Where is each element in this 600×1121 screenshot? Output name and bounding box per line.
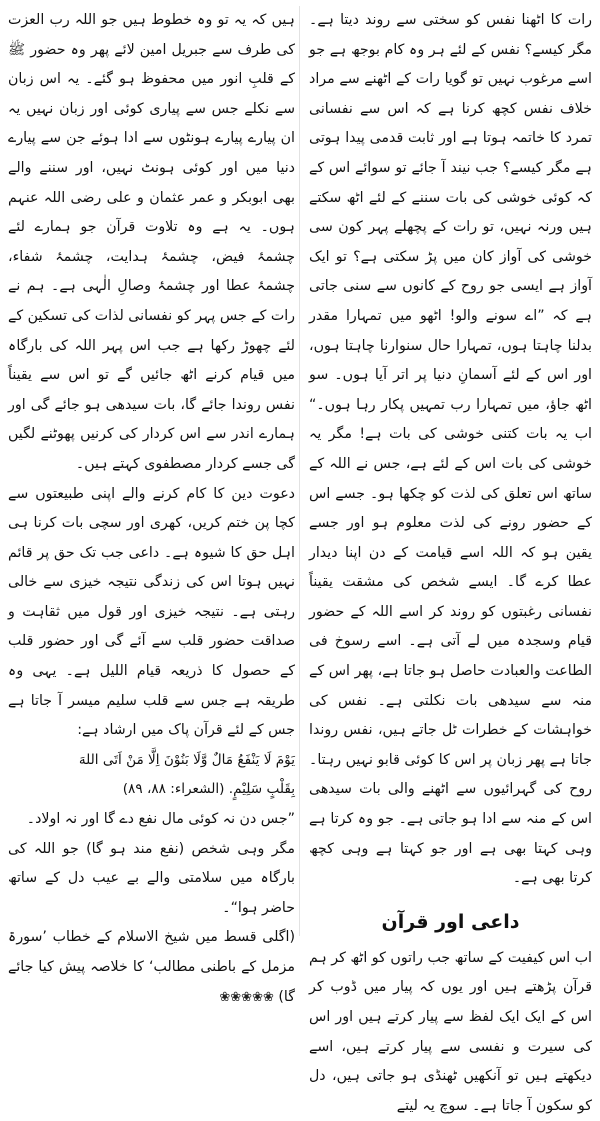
right-paragraph-1: رات کا اٹھنا نفس کو سختی سے روند دیتا ہے۔ مگر کیسے؟ نفس کے لئے ہر وہ کام بوجھ ہے جو اسے مرغوب نہیں تو گویا رات کے اٹھنے سے مراد خلاف نفس کچھ کرنا ہے کہ اس سے نفسانی تمرد کا خاتمہ ہوتا ہے اور ثابت قدمی پیدا ہوتی ہے مگر کیسے؟ جب نیند آ جائے تو سوائے اس کے کہ کوئی خوشی کی بات سننے کے لئے اٹھ سکتے ہیں ورنہ نہیں، تو رات کے پچھلے پہر کون سی خوشی کی آواز کان میں پڑ سکتی ہے؟ تو ایک آواز ہے ایسی جو روح کے کانوں سے سنی جاتی ہے کہ ”اے سونے والو! اٹھو میں تمہارا مقدر بدلنا چاہتا ہوں، تمہارا حال سنوارنا چاہتا ہوں، اور اس کے لئے آسمانِ دنیا پر اتر آیا ہوں۔ سو اٹھ جاؤ، میں تمہارا رب تمہیں پکار رہا ہوں۔“ اب یہ بات کتنی خوشی کی بات ہے! مگر یہ خوشی کی بات اس کے لئے ہے، جس نے اللہ کے ساتھ اس تعلق کی لذت کو چکھا ہو۔ جسے اس کے حضور رونے کی لذت معلوم ہو اور جسے یقین ہو کہ اللہ اسے قیامت کے دن اپنا دیدار عطا کرے گا۔ ایسے شخص کی مشقت یقیناً نفسانی رغبتوں کو روند کر اسے اللہ کے حضور قیام وسجدہ میں لے آتی ہے۔ اسے رسوخ فی الطاعت والعبادت حاصل ہو جاتا ہے، پھر اس کے منہ سے سیدھی بات نکلتی ہے۔ نفس کی خواہشات کے خطرات ٹل جاتے ہیں، نفس روندا جاتا ہے پھر زبان پر اس کا کوئی قابو نہیں رہتا۔ روح کی گہرائیوں سے اٹھنے والی بات سیدھی اس کے منہ سے ادا ہو جاتی ہے۔ جو وہ کرتا ہے وہی کہتا بھی ہے اور جو کہتا ہے وہی کچھ کرتا بھی ہے۔ xyxy=(309,12,592,887)
translation-line-2: مگر وہی شخص (نفع مند ہو گا) جو اللہ کی بارگاہ میں سلامتی والے بے عیب دل کے ساتھ حاضر ہوا“۔ xyxy=(8,840,295,916)
verse-reference: (الشعراء: ۸۸، ۸۹) xyxy=(122,781,225,798)
next-episode-text: (اگلی قسط میں شیخ الاسلام کے خطاب ’سورۃ مزمل کے باطنی مطالب‘ کا خلاصہ پیش کیا جائے گا) xyxy=(8,929,295,1005)
quran-verse-text: بِقَلْبٍ سَلِيْمٍ. xyxy=(228,781,295,798)
translation-line-1: ”جس دن نہ کوئی مال نفع دے گا اور نہ اولاد۔ xyxy=(26,811,295,828)
next-episode-note xyxy=(8,923,295,1012)
section-heading: داعی اور قرآن xyxy=(381,910,520,933)
quran-verse-line-2 xyxy=(8,775,295,805)
flower-ornament-icon: ❀❀❀❀❀ xyxy=(219,989,274,1005)
left-column xyxy=(8,6,295,1012)
quran-verse-line-1: يَوْمَ لَا يَنْفَعُ مَالٌ وَّلَا بَنُوْنَ اِلَّا مَنْ اَتَى اللهَ xyxy=(78,751,295,768)
right-paragraph-2: اب اس کیفیت کے ساتھ جب راتوں کو اٹھ کر ہم قرآن پڑھتے ہیں اور یوں کہ پیار میں ڈوب کر اس کے ایک ایک لفظ سے پیار کرتے ہیں اور اس کی سیرت و نفسی سے پیار کرتے ہیں، اسے دیکھتے ہیں تو آنکھیں ٹھنڈی ہو جاتی ہیں، دل کو سکون آ جاتا ہے۔ سوچ یہ لیتے xyxy=(309,949,592,1114)
column-divider xyxy=(299,6,300,936)
left-paragraph-1: ہیں کہ یہ تو وہ خطوط ہیں جو اللہ رب العزت کی طرف سے جبریل امین لائے پھر وہ حضور ﷺ کے قلبِ انور میں محفوظ ہو گئے۔ یہ اس زبان سے نکلے جس سے پیاری کوئی اور زبان نہیں یہ ان پیارے پیارے ہونٹوں سے ادا ہوئے جن سے پیارے دنیا میں اور کوئی ہونٹ نہیں، اور سننے والے بھی ابوبکر و عمر عثمان و علی رضی اللہ عنہم ہوں۔ یہ ہے وہ تلاوت قرآن جو ہمارے لئے چشمۂ فیض، چشمۂ ہدایت، چشمۂ شفاء، چشمۂ عطا اور چشمۂ وصالِ الٰہی ہے۔ ہم نے رات کے جس پہر کو نفسانی لذات کی تسکین کے لئے چھوڑ رکھا ہے جب اس پہر اللہ کی بارگاہ میں قیام کرنے اٹھ جائیں گے تو اس سے یقیناً نفس روندا جائے گا، بات سیدھی ہو جائے گی اور ہمارے اندر سے اس کردار کی کرنیں پھوٹنے لگیں گی جسے کردار مصطفوی کہتے ہیں۔ xyxy=(8,12,295,472)
left-paragraph-2: دعوت دین کا کام کرنے والے اپنی طبیعتوں سے کچا پن ختم کریں، کھری اور سچی بات کرنا ہی اہل حق کا شیوہ ہے۔ داعی جب تک حق پر قائم نہیں ہوتا اس کی زندگی نتیجہ خیزی سے خالی رہتی ہے۔ نتیجہ خیزی اور قول میں ثقاہت و صداقت حضور قلب سے آئے گی اور حضور قلب کے حصول کا ذریعہ قیام اللیل ہے۔ یہی وہ طریقہ ہے جس سے قلب سلیم میسر آ جاتا ہے جس کے لئے قرآن پاک میں ارشاد ہے: xyxy=(8,485,295,739)
right-column xyxy=(309,6,592,1121)
